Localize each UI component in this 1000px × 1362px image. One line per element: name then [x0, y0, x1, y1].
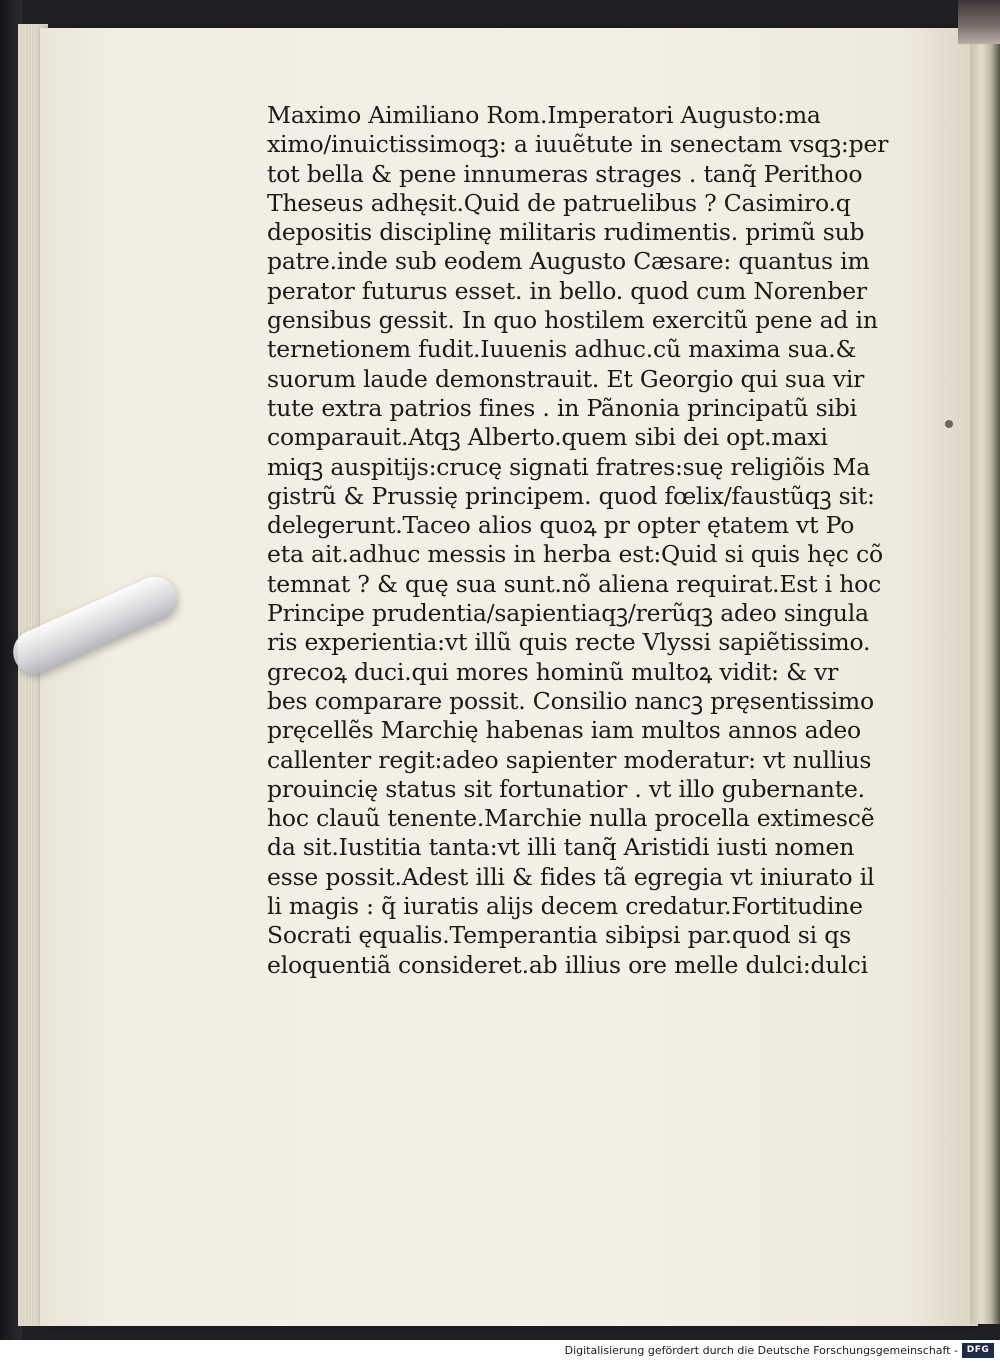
ink-spot	[945, 420, 953, 428]
text-line: esse possit.Adest illi & fides tã egregia vt iniurato il	[267, 862, 875, 891]
text-line: patre.inde sub eodem Augusto Cæsare: quantus im	[267, 247, 870, 276]
text-line: delegerunt.Taceo alios quoꝝ pr opter ętatem vt Po	[267, 511, 855, 540]
text-line: Socrati ęqualis.Temperantia sibipsi par.quod si qs	[267, 921, 851, 950]
text-line: eta ait.adhuc messis in herba est:Quid si quis hęc cõ	[267, 540, 883, 569]
text-line: miqꝫ auspitijs:crucę signati fratres:suę religiõis Ma	[267, 452, 871, 481]
text-line: comparauit.Atqꝫ Alberto.quem sibi dei opt.maxi	[267, 423, 828, 452]
text-line: Theseus adhęsit.Quid de patruelibus ? Casimiro.q	[267, 188, 851, 217]
text-line: pręcellẽs Marchię habenas iam multos annos adeo	[267, 716, 861, 745]
text-line: ximo/inuictissimoqꝫ: a iuuẽtute in senectam vsqꝫ:per	[267, 130, 889, 159]
text-line: li magis : q̃ iuratis alijs decem credatur.Fortitudine	[267, 892, 863, 921]
footer-bar	[0, 1340, 1000, 1362]
text-line: tot bella & pene innumeras strages . tanq̃ Perithoo	[267, 159, 863, 188]
text-line: bes comparare possit. Consilio nancꝫ pręsentissimo	[267, 686, 874, 715]
text-line: hoc clauũ tenente.Marchie nulla procella extimescẽ	[267, 804, 875, 833]
text-line: tute extra patrios fines . in Pãnonia principatũ sibi	[267, 393, 857, 422]
printed-text-block	[267, 101, 947, 980]
text-line: ternetionem fudit.Iuuenis adhuc.cũ maxima sua.&	[267, 335, 857, 364]
page-edges-right	[970, 34, 1000, 1324]
text-line: depositis disciplinę militaris rudimentis. primũ sub	[267, 218, 865, 247]
text-line: gensibus gessit. In quo hostilem exercitũ pene ad in	[267, 306, 878, 335]
text-line: eloquentiã consideret.ab illius ore melle dulci:dulci	[267, 950, 868, 979]
text-line: Maximo Aimiliano Rom.Imperatori Augusto:ma	[267, 101, 821, 129]
text-line: gistrũ & Prussię principem. quod fœlix/faustũqꝫ sit:	[267, 481, 875, 510]
text-line: ris experientia:vt illũ quis recte Vlyssi sapiẽtissimo.	[267, 628, 871, 657]
text-line: Principe prudentia/sapientiaqꝫ/rerũqꝫ adeo singula	[267, 599, 869, 628]
text-line: callenter regit:adeo sapienter moderatur: vt nullius	[267, 745, 872, 774]
text-line: perator futurus esset. in bello. quod cum Norenber	[267, 276, 867, 305]
dfg-logo: DFG	[962, 1343, 994, 1358]
text-line: temnat ? & quę sua sunt.nõ aliena requirat.Est i hoc	[267, 569, 882, 598]
binding-ribbon	[958, 0, 1000, 44]
funding-credit: Digitalisierung gefördert durch die Deutsche Forschungsgemeinschaft -	[564, 1344, 958, 1357]
text-line: grecoꝝ duci.qui mores hominũ multoꝝ vidit: & vr	[267, 657, 839, 686]
text-line: da sit.Iustitia tanta:vt illi tanq̃ Aristidi iusti nomen	[267, 833, 855, 862]
text-line: prouincię status sit fortunatior . vt illo gubernante.	[267, 774, 865, 803]
text-line: suorum laude demonstrauit. Et Georgio qui sua vir	[267, 364, 865, 393]
